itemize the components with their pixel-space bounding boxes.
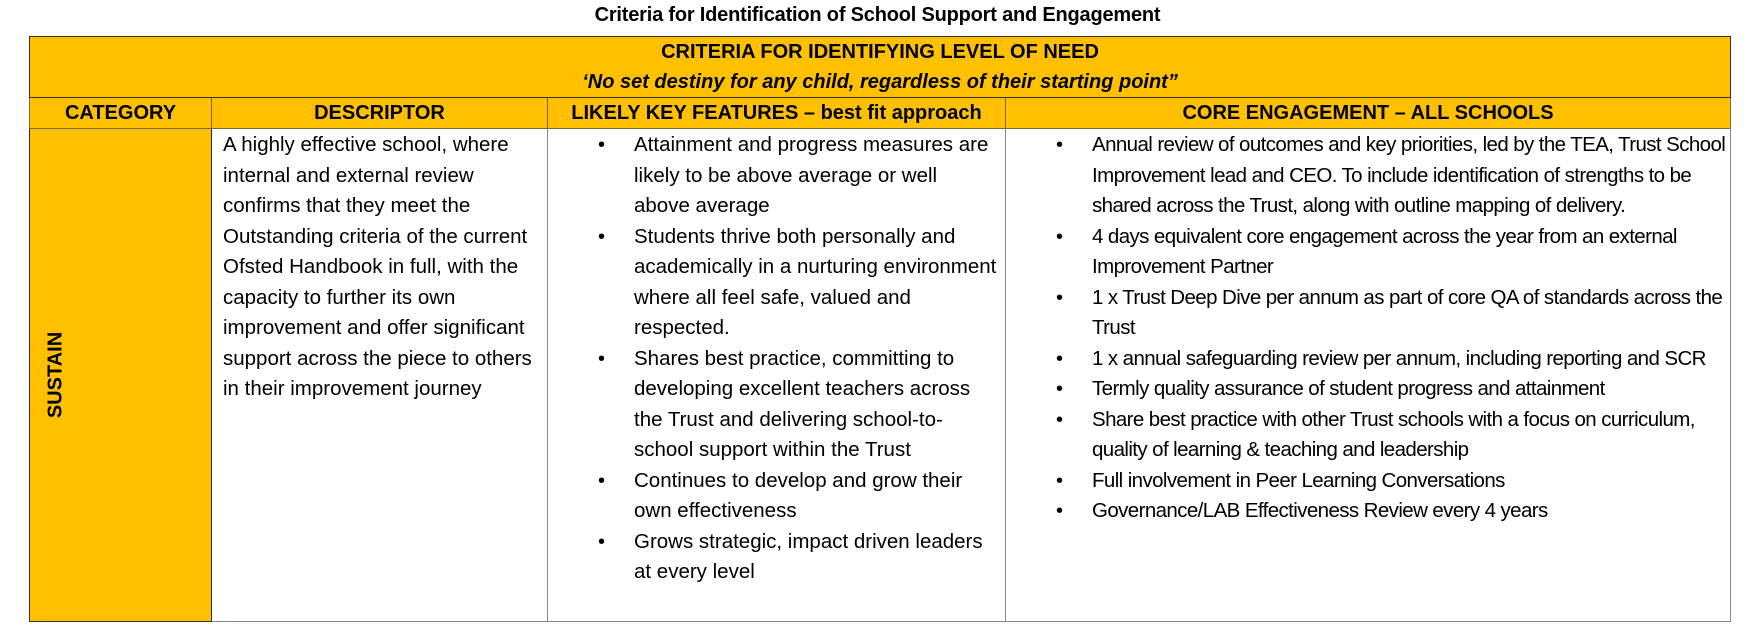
banner-heading: CRITERIA FOR IDENTIFYING LEVEL OF NEED <box>661 41 1099 63</box>
list-item: • Share best practice with other Trust schools with a focus on curriculum, quality of learning & teaching and leadership <box>1006 405 1726 466</box>
category-label: SUSTAIN <box>44 331 67 419</box>
table-row <box>30 129 1731 622</box>
banner-cell <box>30 37 1731 98</box>
column-header-category: CATEGORY <box>30 98 212 129</box>
list-item: • Grows strategic, impact driven leaders at every level <box>548 527 997 588</box>
banner-motto: ‘No set destiny for any child, regardless of their starting point” <box>582 71 1178 93</box>
list-item: • Full involvement in Peer Learning Conversations <box>1006 466 1726 497</box>
list-item: • Termly quality assurance of student progress and attainment <box>1006 374 1726 405</box>
document-title: Criteria for Identification of School Support and Engagement <box>594 4 1161 26</box>
category-cell <box>30 129 212 622</box>
list-item: • Students thrive both personally and academically in a nurturing environment where all feel safe, valued and respected. <box>548 222 997 344</box>
column-header-row <box>30 98 1731 129</box>
core-engagement-cell <box>1006 129 1731 622</box>
criteria-table <box>29 36 1731 622</box>
features-list <box>548 129 1005 588</box>
features-cell <box>548 129 1006 622</box>
column-header-features: LIKELY KEY FEATURES – best fit approach <box>548 98 1006 129</box>
column-header-core: CORE ENGAGEMENT – ALL SCHOOLS <box>1006 98 1731 129</box>
list-item: • Attainment and progress measures are likely to be above average or well above average <box>548 130 997 222</box>
descriptor-text: A highly effective school, where internal and external review confirms that they meet the Outstanding criteria of the current Ofsted Handbook in full, with the capacity to further its own improvement and offer significant support across the piece to others in their improvement journey <box>223 133 532 400</box>
list-item: • Annual review of outcomes and key priorities, led by the TEA, Trust School Improvement lead and CEO. To include identification of strengths to be shared across the Trust, along with outline mapping of delivery. <box>1006 130 1726 222</box>
descriptor-cell <box>212 129 548 622</box>
list-item: • 4 days equivalent core engagement across the year from an external Improvement Partner <box>1006 222 1726 283</box>
list-item: • Governance/LAB Effectiveness Review every 4 years <box>1006 496 1726 527</box>
core-engagement-list <box>1006 129 1730 527</box>
list-item: • Shares best practice, committing to developing excellent teachers across the Trust and delivering school-to-school support within the Trust <box>548 344 997 466</box>
column-header-descriptor: DESCRIPTOR <box>212 98 548 129</box>
list-item: • 1 x annual safeguarding review per annum, including reporting and SCR <box>1006 344 1726 375</box>
list-item: • Continues to develop and grow their own effectiveness <box>548 466 997 527</box>
banner-row <box>30 37 1731 98</box>
list-item: • 1 x Trust Deep Dive per annum as part of core QA of standards across the Trust <box>1006 283 1726 344</box>
